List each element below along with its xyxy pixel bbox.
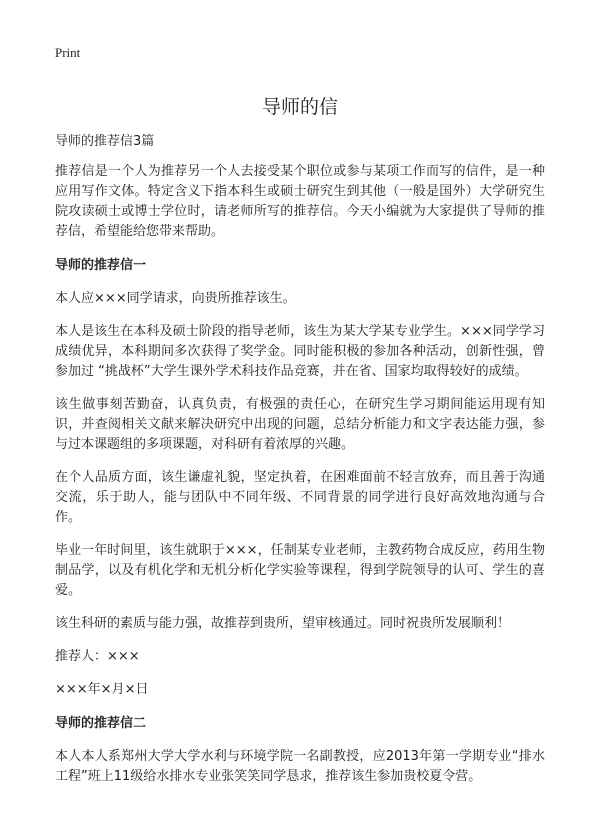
- paragraph: 本人应×××同学请求，向贵所推荐该生。: [55, 291, 296, 306]
- paragraph: 毕业一年时间里，该生就职于×××，任制某专业老师，主教药物合成反应，药用生物制品学，以及有机化学和无机分析化学实验等课程，得到学院领导的认可、学生的喜爱。: [55, 543, 545, 598]
- paragraph: 在个人品质方面，该生谦虚礼貌，坚定执着，在困难面前不轻言放弃，而且善于沟通交流，乐于助人，能与团队中不同年级、不同背景的同学进行良好高效地沟通与合作。: [55, 470, 545, 525]
- recommender-line: 推荐人：×××: [55, 649, 140, 664]
- intro-paragraph: 推荐信是一个人为推荐另一个人去接受某个职位或参与某项工作而写的信件，是一种应用写作文体。特定含义下指本科生或硕士研究生到其他（一般是国外）大学研究生院攻读硕士或博士学位时，请老师所写的推荐信。今天小编就为大家提供了导师的推荐信，希望能给您带来帮助。: [55, 164, 545, 239]
- paragraph: 该生做事刻苦勤奋，认真负责，有极强的责任心，在研究生学习期间能运用现有知识，并查阅相关文献来解决研究中出现的问题，总结分析能力和文字表达能力强，参与过本课题组的多项课题，对科研有着浓厚的兴趣。: [55, 397, 545, 452]
- section-heading-letter-2: 导师的推荐信二: [55, 716, 147, 731]
- print-link[interactable]: Print: [55, 45, 81, 60]
- document-subtitle: 导师的推荐信3篇: [55, 134, 155, 149]
- section-heading-letter-1: 导师的推荐信一: [55, 258, 147, 273]
- date-line: ×××年×月×日: [55, 682, 149, 697]
- paragraph: 本人是该生在本科及硕士阶段的指导老师，该生为某大学某专业学生。×××同学学习成绩优异，本科期间多次获得了奖学金。同时能积极的参加各种活动，创新性强，曾参加过 “挑战杯”大学生课外学术科技作品竞赛，并在省、国家均取得较好的成绩。: [55, 324, 545, 379]
- paragraph: 该生科研的素质与能力强，故推荐到贵所，望审核通过。同时祝贵所发展顺利！: [55, 616, 511, 631]
- page-title: 导师的信: [261, 96, 338, 118]
- paragraph: 本人本人系郑州大学大学水利与环境学院一名副教授，应2013年第一学期专业“排水工程”班上11级给水排水专业张笑笑同学恳求，推荐该生参加贵校夏令营。: [55, 749, 545, 784]
